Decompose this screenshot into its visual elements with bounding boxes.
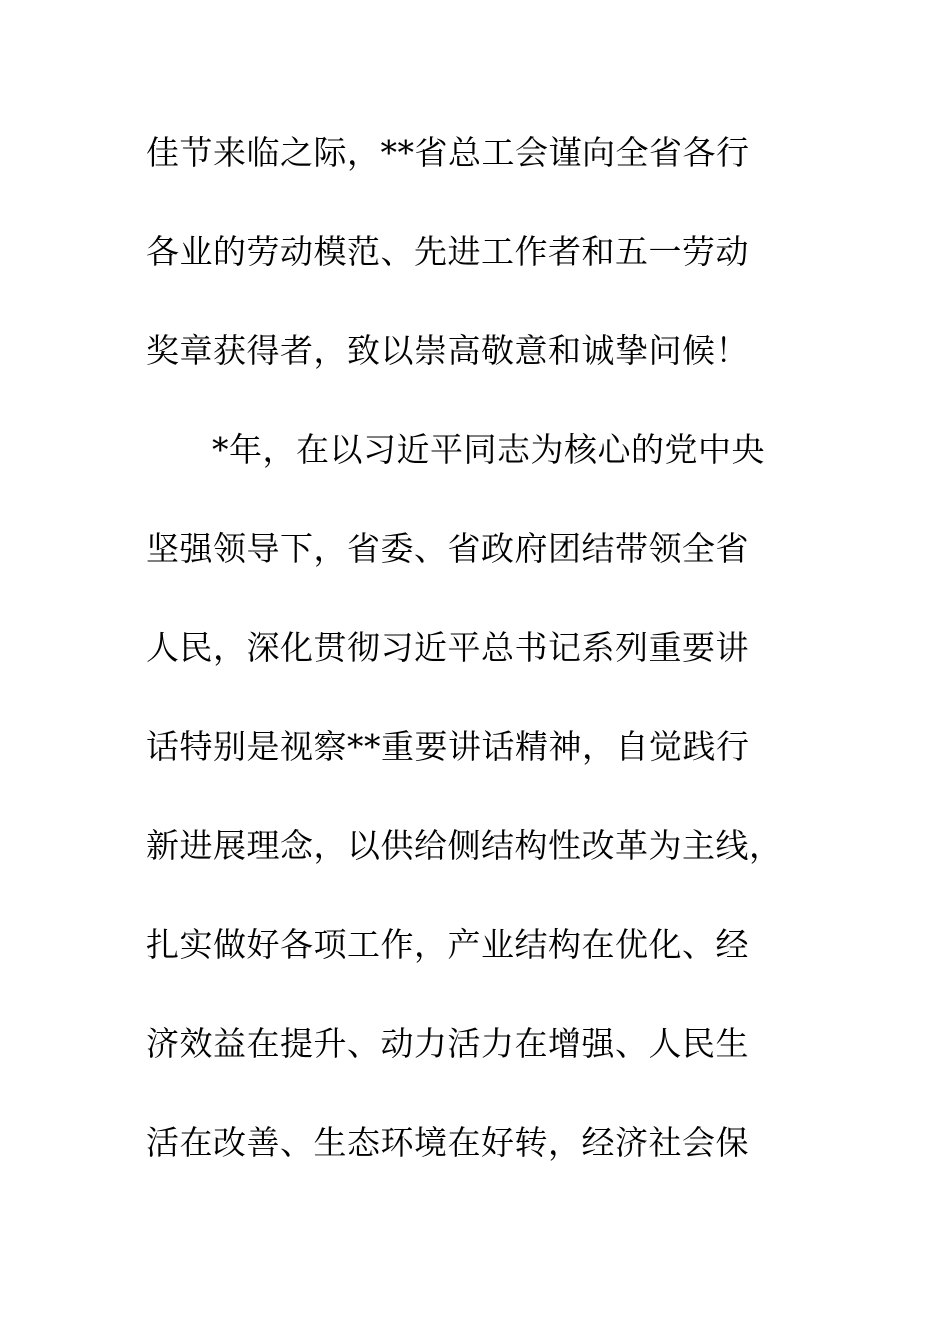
text-line-5: 坚强领导下，省委、省政府团结带领全省 bbox=[146, 529, 749, 568]
text-line-1: 佳节来临之际，**省总工会谨向全省各行 bbox=[146, 133, 750, 172]
text-line-10: 济效益在提升、动力活力在增强、人民生 bbox=[146, 1024, 749, 1063]
text-line-11: 活在改善、生态环境在好转，经济社会保 bbox=[146, 1123, 749, 1162]
text-line-3: 奖章获得者，致以崇高敬意和诚挚问候！ bbox=[146, 331, 749, 370]
text-line-9: 扎实做好各项工作，产业结构在优化、经 bbox=[146, 925, 749, 964]
text-line-8: 新进展理念，以供给侧结构性改革为主线， bbox=[146, 826, 783, 865]
text-line-4-paragraph-start: *年，在以习近平同志为核心的党中央 bbox=[212, 430, 765, 469]
text-line-7: 话特别是视察**重要讲话精神，自觉践行 bbox=[146, 727, 750, 766]
text-line-6: 人民，深化贯彻习近平总书记系列重要讲 bbox=[146, 628, 749, 667]
text-line-2: 各业的劳动模范、先进工作者和五一劳动 bbox=[146, 232, 749, 271]
